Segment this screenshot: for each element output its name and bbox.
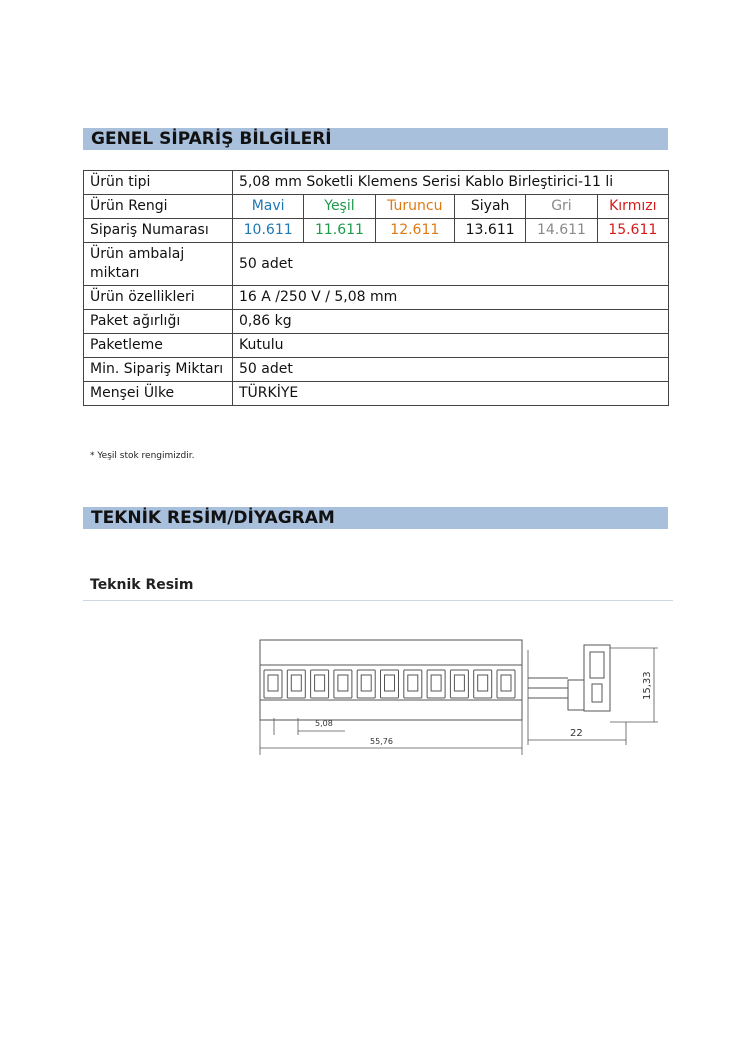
table-row [84,243,669,286]
package-weight-label: Paket ağırlığı [84,310,233,334]
front-view [260,640,522,720]
terminal-slot [427,670,445,698]
terminal-slot-inner [431,675,441,691]
min-order-label: Min. Sipariş Miktarı [84,358,233,382]
terminal-slot [287,670,305,698]
order-code-blue: 10.611 [233,219,304,243]
table-row [84,358,669,382]
side-view [528,645,610,711]
pitch-dimension-label: 5,08 [315,719,333,728]
terminal-slot-inner [385,675,395,691]
packaging-qty-value: 50 adet [233,243,669,286]
product-type-value: 5,08 mm Soketli Klemens Serisi Kablo Birleştirici-11 li [233,171,669,195]
technical-drawing [250,630,670,760]
terminal-slot [474,670,492,698]
terminal-slot-inner [315,675,325,691]
side-socket [568,680,584,710]
features-label: Ürün özellikleri [84,286,233,310]
terminal-slot [450,670,468,698]
terminal-slot [497,670,515,698]
height-dimension-label: 15,33 [642,671,653,700]
terminal-slot-inner [454,675,464,691]
order-code-black: 13.611 [455,219,526,243]
connector-body-outline [260,640,522,720]
table-row [84,334,669,358]
section-title-technical: TEKNİK RESİM/DİYAGRAM [83,507,668,529]
terminal-slot [404,670,422,698]
origin-label: Menşei Ülke [84,382,233,406]
table-row [84,195,669,219]
order-code-green: 11.611 [304,219,375,243]
color-name-black: Siyah [455,195,526,219]
table-row [84,219,669,243]
terminal-slot [357,670,375,698]
side-screw-housing [590,652,604,678]
terminal-slot-inner [361,675,371,691]
min-order-value: 50 adet [233,358,669,382]
terminal-slot-inner [501,675,511,691]
table-row [84,382,669,406]
order-code-red: 15.611 [597,219,668,243]
packaging-qty-label: Ürün ambalaj miktarı [84,243,233,286]
terminal-slot [264,670,282,698]
origin-value: TÜRKİYE [233,382,669,406]
table-row [84,286,669,310]
terminal-slot-inner [338,675,348,691]
packing-label: Paketleme [84,334,233,358]
color-name-red: Kırmızı [597,195,668,219]
terminal-slot-inner [291,675,301,691]
order-info-table [83,170,669,406]
terminal-slot-inner [408,675,418,691]
color-name-blue: Mavi [233,195,304,219]
terminal-slot-inner [478,675,488,691]
order-code-gray: 14.611 [526,219,597,243]
depth-dimension-label: 22 [570,728,583,739]
terminal-slot [381,670,399,698]
order-code-orange: 12.611 [375,219,454,243]
terminal-slot [311,670,329,698]
table-row [84,310,669,334]
section-title-general: GENEL SİPARİŞ BİLGİLERİ [83,128,668,150]
product-type-label: Ürün tipi [84,171,233,195]
order-number-label: Sipariş Numarası [84,219,233,243]
side-wire-entry [592,684,602,702]
color-name-gray: Gri [526,195,597,219]
table-row [84,171,669,195]
length-dimension-label: 55,76 [370,737,393,746]
stock-note: * Yeşil stok rengimizdir. [90,451,195,461]
package-weight-value: 0,86 kg [233,310,669,334]
technical-drawing-subtitle: Teknik Resim [90,577,194,593]
color-label: Ürün Rengi [84,195,233,219]
color-name-orange: Turuncu [375,195,454,219]
terminal-slots [264,670,515,698]
packing-value: Kutulu [233,334,669,358]
features-value: 16 A /250 V / 5,08 mm [233,286,669,310]
terminal-slot-inner [268,675,278,691]
subtitle-divider [83,600,673,601]
color-name-green: Yeşil [304,195,375,219]
terminal-slot [334,670,352,698]
